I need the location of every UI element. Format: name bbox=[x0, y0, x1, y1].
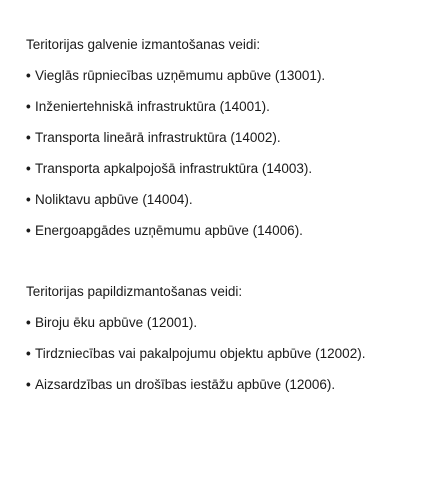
list-item-text: Noliktavu apbūve (14004). bbox=[35, 192, 193, 207]
list-item bbox=[26, 129, 434, 147]
main-uses-list bbox=[26, 67, 434, 240]
list-item bbox=[26, 191, 434, 209]
list-item bbox=[26, 222, 434, 240]
bullet-icon: • bbox=[26, 99, 31, 114]
additional-uses-list bbox=[26, 314, 434, 394]
additional-uses-heading: Teritorijas papildizmantošanas veidi: bbox=[26, 284, 243, 299]
list-item-text: Vieglās rūpniecības uzņēmumu apbūve (13001). bbox=[35, 68, 326, 83]
bullet-icon: • bbox=[26, 315, 31, 330]
bullet-icon: • bbox=[26, 130, 31, 145]
list-item-text: Energoapgādes uzņēmumu apbūve (14006). bbox=[35, 223, 303, 238]
list-item bbox=[26, 345, 434, 363]
bullet-icon: • bbox=[26, 223, 31, 238]
list-item-text: Tirdzniecības vai pakalpojumu objektu apbūve (12002). bbox=[35, 346, 366, 361]
list-item bbox=[26, 160, 434, 178]
list-item-text: Transporta apkalpojošā infrastruktūra (14003). bbox=[35, 161, 313, 176]
list-item bbox=[26, 376, 434, 394]
main-uses-heading: Teritorijas galvenie izmantošanas veidi: bbox=[26, 37, 261, 52]
bullet-icon: • bbox=[26, 377, 31, 392]
bullet-icon: • bbox=[26, 192, 31, 207]
bullet-icon: • bbox=[26, 161, 31, 176]
bullet-icon: • bbox=[26, 68, 31, 83]
list-item bbox=[26, 98, 434, 116]
list-item bbox=[26, 67, 434, 85]
list-item-text: Inženiertehniskā infrastruktūra (14001). bbox=[35, 99, 270, 114]
main-uses-section bbox=[26, 36, 434, 240]
list-item-text: Aizsardzības un drošības iestāžu apbūve (12006). bbox=[35, 377, 336, 392]
list-item-text: Transporta lineārā infrastruktūra (14002). bbox=[35, 130, 281, 145]
bullet-icon: • bbox=[26, 346, 31, 361]
list-item-text: Biroju ēku apbūve (12001). bbox=[35, 315, 198, 330]
list-item bbox=[26, 314, 434, 332]
additional-uses-section bbox=[26, 283, 434, 394]
